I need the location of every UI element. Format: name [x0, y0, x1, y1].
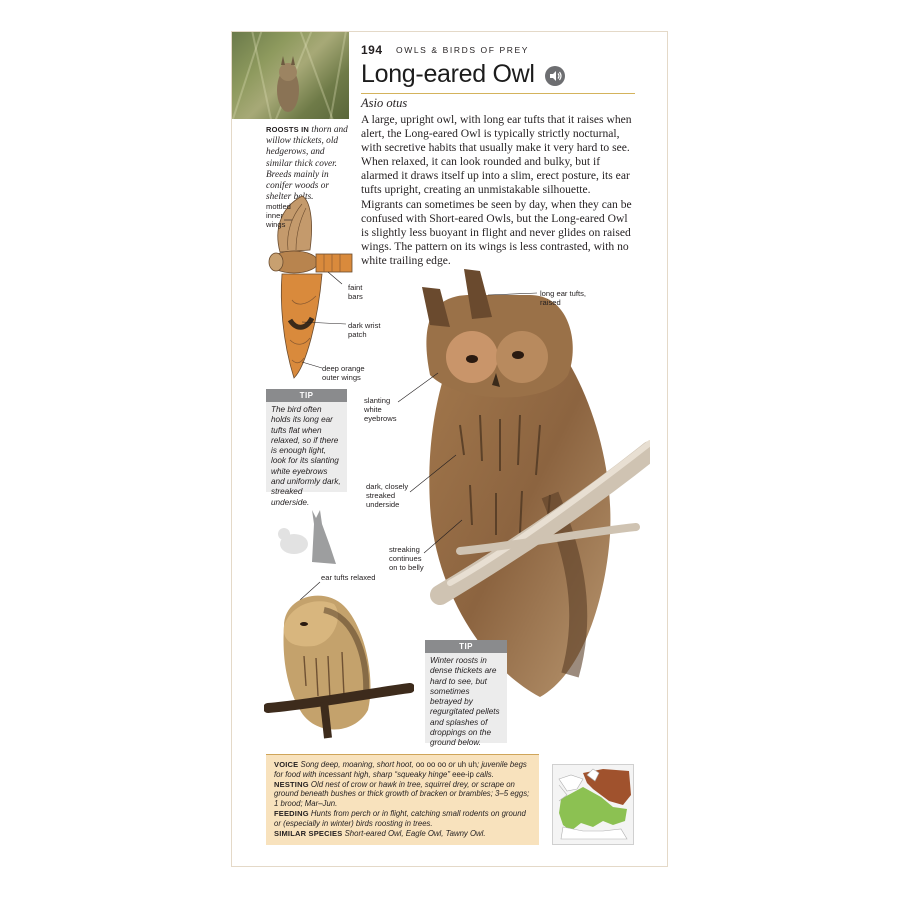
voice-text-2: ; juvenile begs for food with incessant high, sharp “squeaky hinge” — [274, 760, 527, 779]
tip-box-1 — [266, 389, 347, 507]
species-description: A large, upright owl, with long ear tufts that it raises when alert, the Long-eared Owl is typically strictly nocturnal, with secretive habits that usually make it very hard to see. When relaxed, it can look rounded and bulky, but if alarmed it draws itself up into a slim, erect posture, its ear tufts upright, creating an unmistakable silhouette. Migrants can sometimes be seen by day, when they can be confused with Short-eared Owls, but the Long-eared Owl is slightly less buoyant in flight and never glides on raised wings. The pattern on its wings is less contrasted, with no white trailing edge. — [361, 113, 632, 267]
voice-hoot: oo oo oo — [415, 760, 447, 769]
relaxed-owl-illustration — [264, 586, 414, 746]
section-title: OWLS & BIRDS OF PREY — [396, 45, 530, 55]
label-streaking-belly: streaking continues on to belly — [389, 545, 424, 572]
page-number: 194 — [361, 43, 383, 57]
voice-uh: uh uh — [457, 760, 477, 769]
voice-end: calls. — [476, 769, 494, 779]
label-dark-wrist-patch: dark wrist patch — [348, 321, 381, 339]
feeding-row — [274, 809, 531, 829]
similar-row — [274, 829, 531, 839]
similar-text: Short-eared Owl, Eagle Owl, Tawny Owl. — [344, 828, 486, 838]
feeding-label: FEEDING — [274, 808, 309, 818]
latin-name: Asio otus — [361, 96, 408, 110]
roost-text: thorn and willow thickets, old hedgerows, and similar thick cover. Breeds mainly in conifer woods or shelter belts. — [266, 125, 348, 203]
species-title: Long-eared Owl — [361, 60, 535, 88]
label-ear-tufts-relaxed: ear tufts relaxed — [321, 573, 376, 582]
roosting-owl-figure — [232, 32, 349, 119]
tip-text: The bird often holds its long ear tufts flat when relaxed, so if there is enough light, look for its slanting white eyebrows and uniformly dark, streaked underside. — [266, 402, 347, 492]
tip-heading: TIP — [425, 640, 507, 653]
voice-label: VOICE — [274, 760, 299, 769]
roost-label: ROOSTS IN — [266, 125, 310, 134]
similar-label: SIMILAR SPECIES — [274, 828, 343, 838]
range-map — [552, 764, 634, 845]
roosting-owl-photo — [232, 32, 349, 119]
nesting-label: NESTING — [274, 779, 309, 789]
voice-row — [274, 760, 531, 780]
size-silhouettes — [272, 502, 344, 568]
label-deep-orange-outer-wings: deep orange outer wings — [322, 364, 365, 382]
feeding-text: Hunts from perch or in flight, catching small rodents on ground or (especially in winter) birds roosting in trees. — [274, 808, 526, 828]
speaker-icon[interactable] — [545, 66, 565, 86]
voice-or: or — [448, 760, 456, 769]
species-info-box — [266, 754, 539, 845]
voice-text-1: Song deep, moaning, short hoot, — [300, 760, 414, 769]
tip-box-2 — [425, 640, 507, 748]
nesting-row — [274, 780, 531, 809]
voice-call: eee-ip — [452, 769, 474, 779]
range-map-figure — [553, 765, 633, 844]
label-mottled-inner-wings: mottled inner wings — [266, 202, 291, 229]
title-rule — [361, 93, 635, 94]
tip-heading: TIP — [266, 389, 347, 402]
long-eared-owl-illustration — [400, 265, 650, 700]
label-slanting-white-eyebrows: slanting white eyebrows — [364, 396, 397, 423]
label-long-ear-tufts: long ear tufts, raised — [540, 289, 587, 307]
label-dark-streaked-underside: dark, closely streaked underside — [366, 482, 409, 509]
nesting-text: Old nest of crow or hawk in tree, squirrel drey, or scrape on ground beneath bushes or thick growth of bracken or brambles; 3–5 eggs; 1 brood; Mar–Jun. — [274, 779, 530, 809]
label-faint-bars: faint bars — [348, 283, 363, 301]
tip-text: Winter roosts in dense thickets are hard to see, but sometimes betrayed by regurgitated pellets and splashes of droppings on the ground below. — [425, 653, 507, 743]
